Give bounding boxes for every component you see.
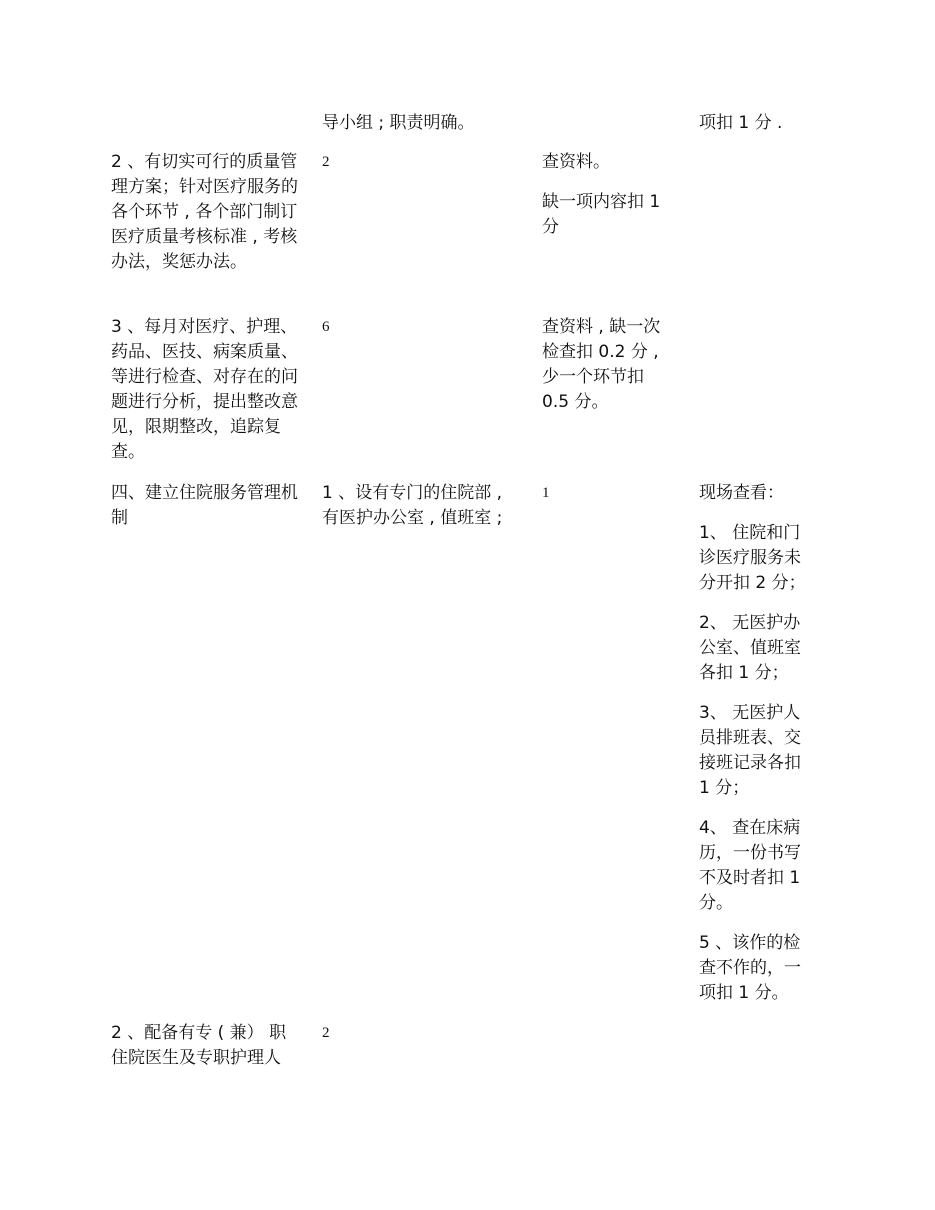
score-value: 6: [322, 319, 330, 335]
method-text: 查资料。: [542, 152, 610, 172]
score-cell-row4: [322, 1021, 522, 1046]
score-cell-row1: [322, 150, 522, 175]
deduction-heading: 现场查看：: [699, 483, 784, 503]
score-cell-row3: [542, 481, 672, 506]
item-cell-row4: [111, 1021, 301, 1071]
deduction-item: 2、 无医护办公室、值班室各扣 1 分；: [699, 613, 801, 683]
method-text: 查资料 , 缺一次检查扣 0.2 分 , 少一个环节扣 0.5 分。: [542, 317, 661, 412]
item-cell-row3: [111, 481, 301, 531]
deduction-item: 5 、该作的检查不作的，一项扣 1 分。: [699, 933, 801, 1003]
method-text: 缺一项内容扣 1 分: [542, 192, 661, 237]
deduction-cell-row3: [699, 481, 817, 1006]
criteria-text: 导小组 ; 职责明确。: [322, 113, 475, 133]
score-value: 2: [322, 1025, 330, 1041]
criteria-cell-row0: [322, 111, 522, 136]
deduction-text: 项扣 1 分 .: [699, 113, 783, 133]
item-cell-row1: [111, 150, 301, 275]
method-cell-row2: [542, 315, 672, 415]
deduction-item: 1、 住院和门诊医疗服务未分开扣 2 分；: [699, 523, 806, 593]
deduction-cell-row0: [699, 111, 817, 136]
criteria-cell-row3: [322, 481, 522, 531]
item-text: 3 、每月对医疗、护理、药品、医技、病案质量、等进行检查、对存在的问题进行分析，提出整改意见，限期整改，追踪复查。: [111, 317, 298, 462]
item-text: 2 、配备有专 ( 兼） 职住院医生及专职护理人: [111, 1023, 287, 1068]
score-value: 2: [322, 154, 330, 170]
score-value: 1: [542, 485, 550, 501]
method-cell-row1: [542, 150, 672, 240]
score-cell-row2: [322, 315, 522, 340]
item-text: 2 、有切实可行的质量管理方案；针对医疗服务的各个环节 , 各个部门制订医疗质量考核标准 , 考核办法，奖惩办法。: [111, 152, 298, 272]
criteria-text: 1 、设有专门的住院部 , 有医护办公室 , 值班室 ;: [322, 483, 503, 528]
item-text: 四、建立住院服务管理机制: [111, 483, 298, 528]
item-cell-row2: [111, 315, 301, 465]
deduction-item: 3、 无医护人员排班表、交接班记录各扣 1 分；: [699, 703, 801, 798]
deduction-item: 4、 查在床病历，一份书写不及时者扣 1 分。: [699, 818, 801, 913]
